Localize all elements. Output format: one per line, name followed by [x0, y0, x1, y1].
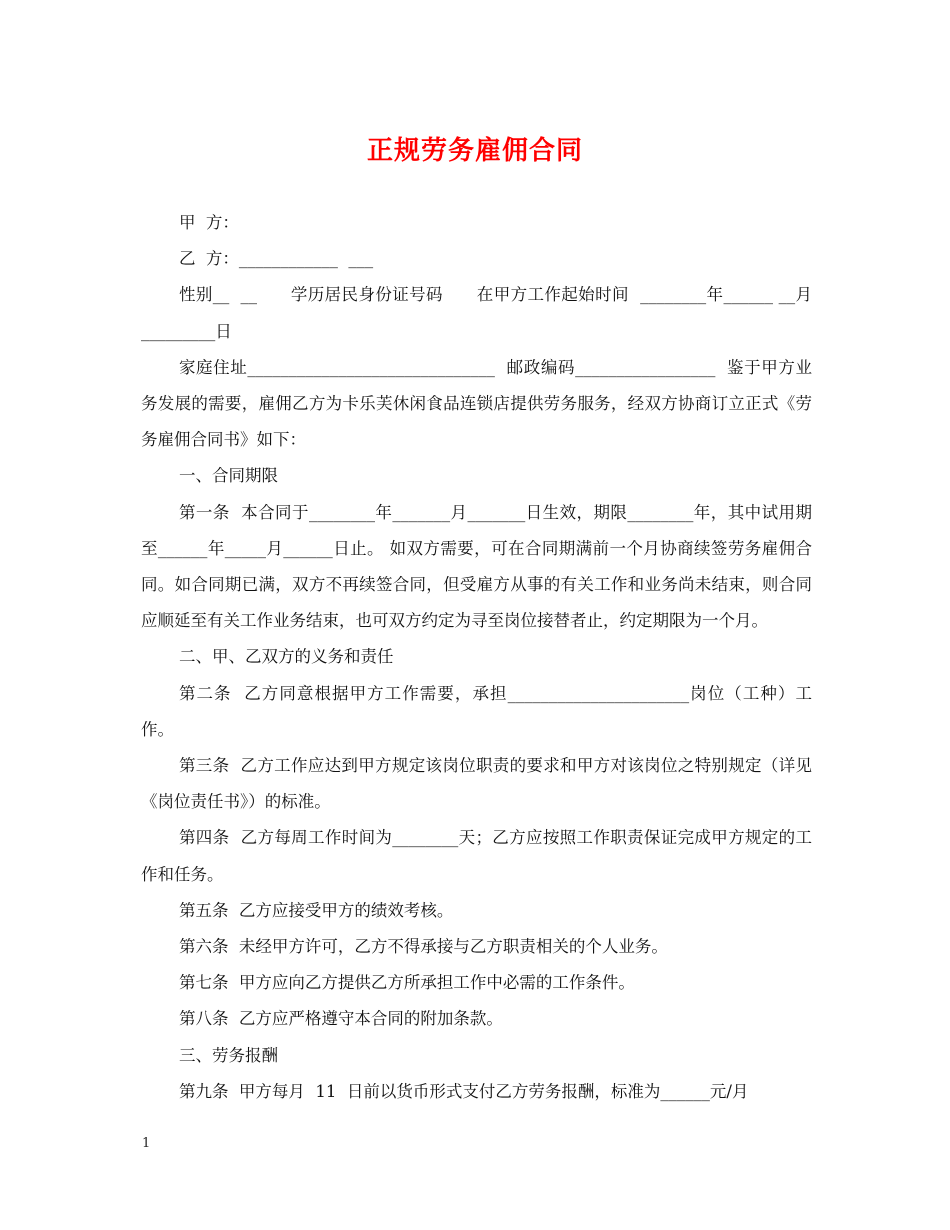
article-1-paragraph: 第一条 本合同于________年_______月_______日生效，期限________年，其中试用期至______年_____月______日止。 如双方需要，可在合同期满前一个月协商续签劳务雇佣合同。如合同期已满，双方不再续签合同，但受雇方从事的有关工作和业务尚未结束，则合同应顺延至有关工作业务结束，也可双方约定为寻至岗位接替者止，约定期限为一个月。 — [141, 502, 812, 631]
personal-info-line: 性别__ __ 学历居民身份证号码 在甲方工作起始时间 ________年______ __月_________日 — [141, 285, 812, 341]
article-3-paragraph: 第三条 乙方工作应达到甲方规定该岗位职责的要求和甲方对该岗位之特别规定（详见《岗位责任书》）的标准。 — [141, 756, 812, 812]
article-7-paragraph: 第七条 甲方应向乙方提供乙方所承担工作中必需的工作条件。 — [178, 973, 635, 993]
article-4-paragraph: 第四条 乙方每周工作时间为________天；乙方应按照工作职责保证完成甲方规定的工作和任务。 — [141, 828, 812, 884]
party-a-line: 甲 方： — [178, 213, 239, 232]
article-6-paragraph: 第六条 未经甲方许可，乙方不得承接与乙方职责相关的个人业务。 — [178, 937, 668, 957]
document-title: 正规劳务雇佣合同 — [366, 136, 583, 166]
section-heading-remuneration: 三、劳务报酬 — [178, 1045, 278, 1065]
address-preamble-paragraph: 家庭住址______________________________ 邮政编码_________________ 鉴于甲方业务发展的需要，雇佣乙方为卡乐芙休闲食品连锁店提供劳务服务，经双方协商订立正式《劳务雇佣合同书》如下： — [141, 357, 812, 450]
article-5-paragraph: 第五条 乙方应接受甲方的绩效考核。 — [178, 900, 454, 920]
section-heading-term: 一、合同期限 — [178, 466, 278, 486]
article-8-paragraph: 第八条 乙方应严格遵守本合同的附加条款。 — [178, 1009, 503, 1029]
article-2-paragraph: 第二条 乙方同意根据甲方工作需要，承担______________________岗位（工种）工作。 — [141, 683, 812, 739]
article-9-paragraph: 第九条 甲方每月 11 日前以货币形式支付乙方劳务报酬，标准为______元/月 — [178, 1081, 749, 1101]
page-number: 1 — [142, 1136, 151, 1151]
party-b-line: 乙 方：____________ ___ — [178, 249, 374, 269]
document-body — [141, 205, 812, 1110]
section-heading-duties: 二、甲、乙双方的义务和责任 — [178, 647, 394, 667]
